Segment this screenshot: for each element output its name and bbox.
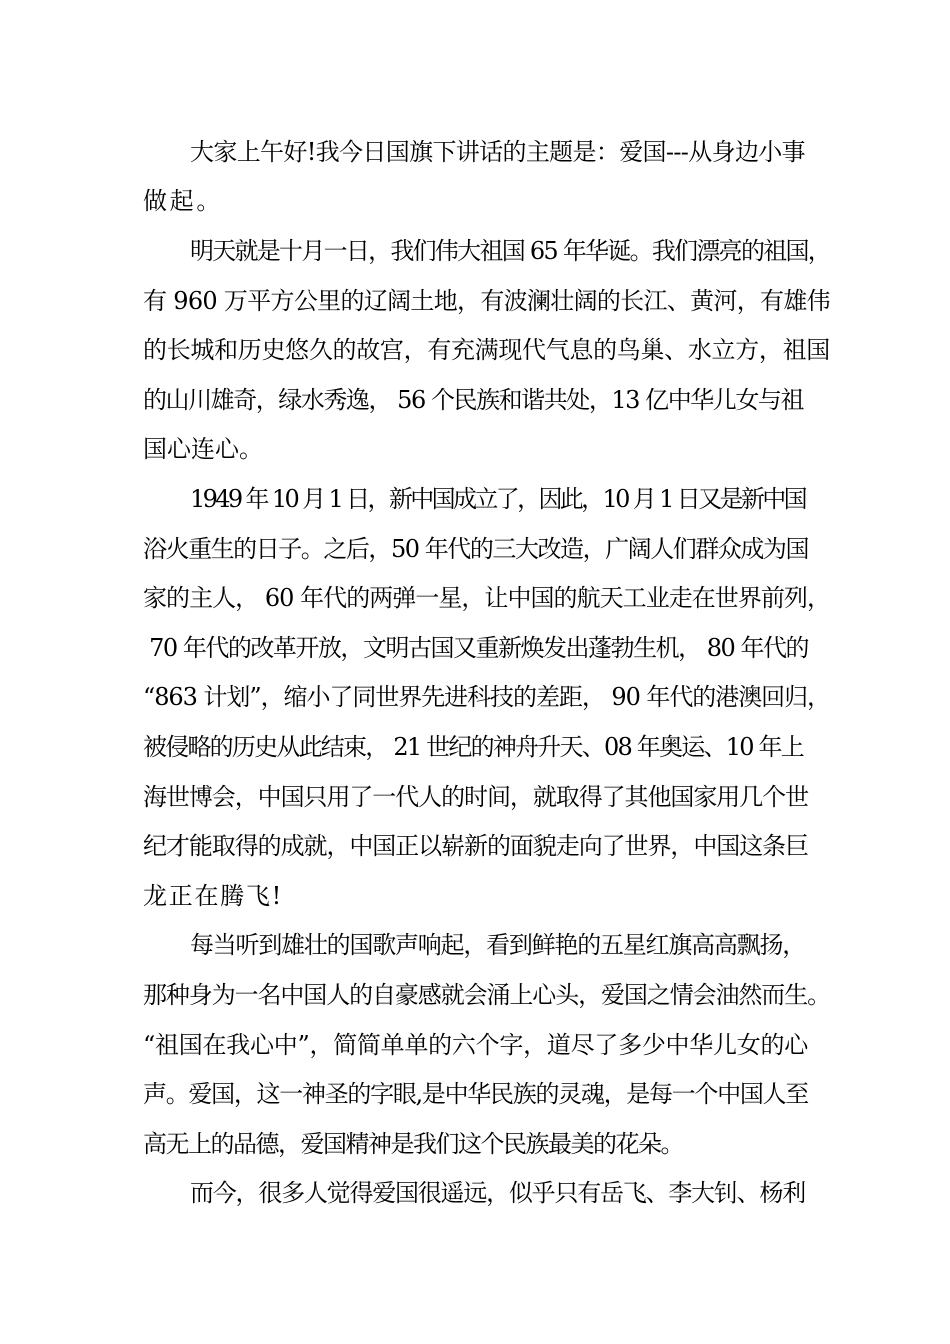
text-line: 每当听到雄壮的国歌声响起，看到鲜艳的五星红旗高高飘扬， — [190, 931, 805, 959]
text-line: 海世博会，中国只用了一代人的时间，就取得了其他国家用几个世 — [143, 783, 808, 811]
text-line: 的长城和历史悠久的故宫，有充满现代气息的鸟巢、水立方，祖国 — [143, 336, 830, 364]
text-line: 1949 年 10 月 1 日，新中国成立了，因此，10 月 1 日又是新中国 — [190, 485, 805, 513]
text-line: 而今，很多人觉得爱国很遥远，似乎只有岳飞、李大钊、杨利 — [190, 1179, 805, 1207]
text-line: 那种身为一名中国人的自豪感就会涌上心头，爱国之情会油然而生。 — [143, 981, 830, 1009]
text-line: 明天就是十月一日，我们伟大祖国 65 年华诞。我们漂亮的祖国， — [190, 237, 830, 265]
text-line: 家的主人， 60 年代的两弹一星，让中国的航天工业走在世界前列， — [143, 584, 830, 612]
text-line: 高无上的品德，爱国精神是我们这个民族最美的花朵。 — [143, 1130, 683, 1158]
text-line: 声。爱国，这一神圣的字眼,是中华民族的灵魂，是每一个中国人至 — [143, 1080, 808, 1108]
text-line: “863 计划”，缩小了同世界先进科技的差距， 90 年代的港澳回归， — [143, 683, 830, 711]
text-line: 浴火重生的日子。之后，50 年代的三大改造，广阔人们群众成为国 — [143, 535, 808, 563]
text-line: 的山川雄奇，绿水秀逸， 56 个民族和谐共处，13 亿中华儿女与祖 — [143, 386, 803, 414]
text-line: 有 960 万平方公里的辽阔土地，有波澜壮阔的长江、黄河，有雄伟 — [143, 287, 830, 315]
text-line: 纪才能取得的成就，中国正以崭新的面貌走向了世界，中国这条巨 — [143, 832, 808, 860]
text-line: 大家上午好!我今日国旗下讲话的主题是：爱国---从身边小事 — [190, 138, 805, 166]
text-line: 做起。 — [143, 187, 223, 215]
text-line: 被侵略的历史从此结束， 21 世纪的神舟升天、08 年奥运、10 年上 — [143, 733, 803, 761]
text-line: 龙正在腾飞! — [143, 882, 283, 910]
text-line: 国心连心。 — [143, 435, 263, 463]
text-line: “祖国在我心中”，简简单单的六个字，道尽了多少中华儿女的心 — [143, 1031, 808, 1059]
text-line: 70 年代的改革开放，文明古国又重新焕发出蓬勃生机， 80 年代的 — [143, 634, 808, 662]
